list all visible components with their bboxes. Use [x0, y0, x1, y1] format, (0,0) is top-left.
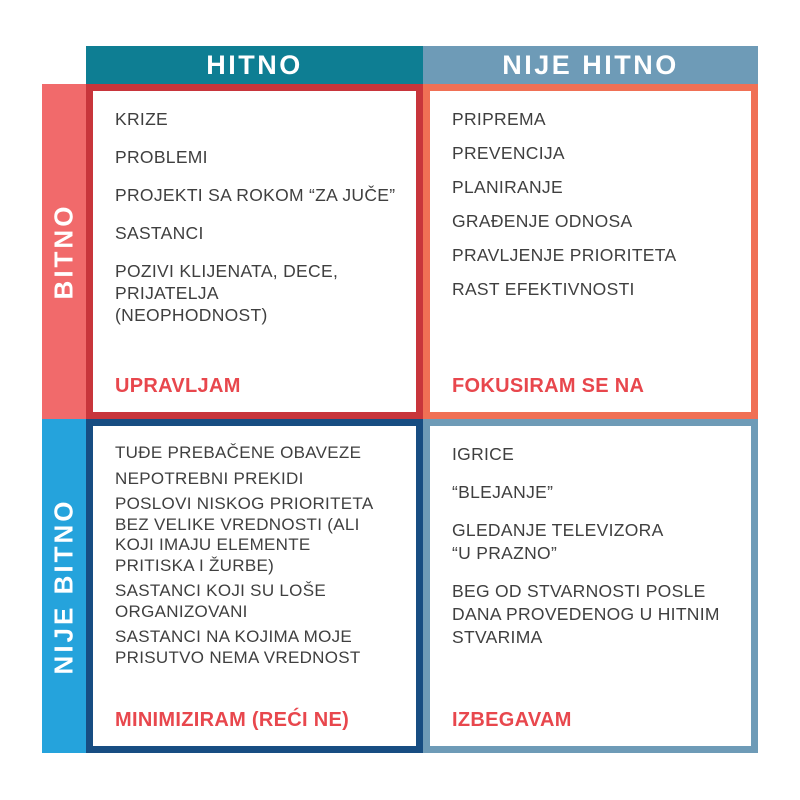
list-item: PROBLEMI [115, 147, 208, 167]
quadrant-item-list [452, 443, 743, 664]
quadrant-action-label: UPRAVLJAM [115, 375, 241, 397]
list-item: “BLEJANJE” [452, 482, 554, 502]
list-item: TUĐE PREBAČENE OBAVEZE [115, 443, 362, 462]
list-item: SASTANCI KOJI SU LOŠE ORGANIZOVANI [115, 581, 326, 621]
column-header-hitno-label: HITNO [206, 49, 303, 80]
quadrant-action-label: FOKUSIRAM SE NA [452, 375, 645, 397]
row-header-nije-bitno-label: NIJE BITNO [48, 498, 79, 674]
quadrant-item-list [452, 108, 743, 312]
row-header-bitno [42, 84, 86, 419]
list-item: PRAVLJENJE PRIORITETA [452, 245, 677, 265]
quadrant-nije-bitno-nije-hitno [423, 419, 758, 753]
column-header-nije-hitno [423, 46, 758, 84]
list-item: SASTANCI NA KOJIMA MOJE PRISUTVO NEMA VREDNOST [115, 627, 361, 667]
row-header-nije-bitno [42, 419, 86, 753]
list-item: SASTANCI [115, 223, 204, 243]
row-header-bitno-label: BITNO [48, 203, 79, 300]
list-item: GLEDANJE TELEVIZORA “U PRAZNO” [452, 520, 663, 563]
quadrant-action-label: MINIMIZIRAM (REĆI NE) [115, 709, 350, 731]
quadrant-bitno-hitno [86, 84, 423, 419]
column-header-nije-hitno-label: NIJE HITNO [502, 49, 679, 80]
list-item: PREVENCIJA [452, 143, 565, 163]
list-item: BEG OD STVARNOSTI POSLE DANA PROVEDENOG U HITNIM STVARIMA [452, 581, 720, 647]
list-item: PRIPREMA [452, 109, 546, 129]
quadrant-action-label: IZBEGAVAM [452, 709, 572, 731]
list-item: RAST EFEKTIVNOSTI [452, 279, 635, 299]
column-header-hitno [86, 46, 423, 84]
list-item: NEPOTREBNI PREKIDI [115, 468, 304, 488]
quadrant-bitno-nije-hitno [423, 84, 758, 419]
quadrant-item-list [115, 108, 408, 342]
list-item: PLANIRANJE [452, 177, 563, 197]
list-item: KRIZE [115, 109, 169, 129]
quadrant-nije-bitno-hitno [86, 419, 423, 753]
list-item: POSLOVI NISKOG PRIORITETA BEZ VELIKE VREDNOSTI (ALI KOJI IMAJU ELEMENTE PRITISKA I ŽURBE) [115, 494, 373, 575]
list-item: POZIVI KLIJENATA, DECE, PRIJATELJA (NEOPHODNOST) [115, 261, 339, 325]
list-item: PROJEKTI SA ROKOM “ZA JUČE” [115, 185, 396, 205]
list-item: GRAĐENJE ODNOSA [452, 211, 633, 231]
quadrant-item-list [115, 443, 408, 673]
list-item: IGRICE [452, 444, 515, 464]
